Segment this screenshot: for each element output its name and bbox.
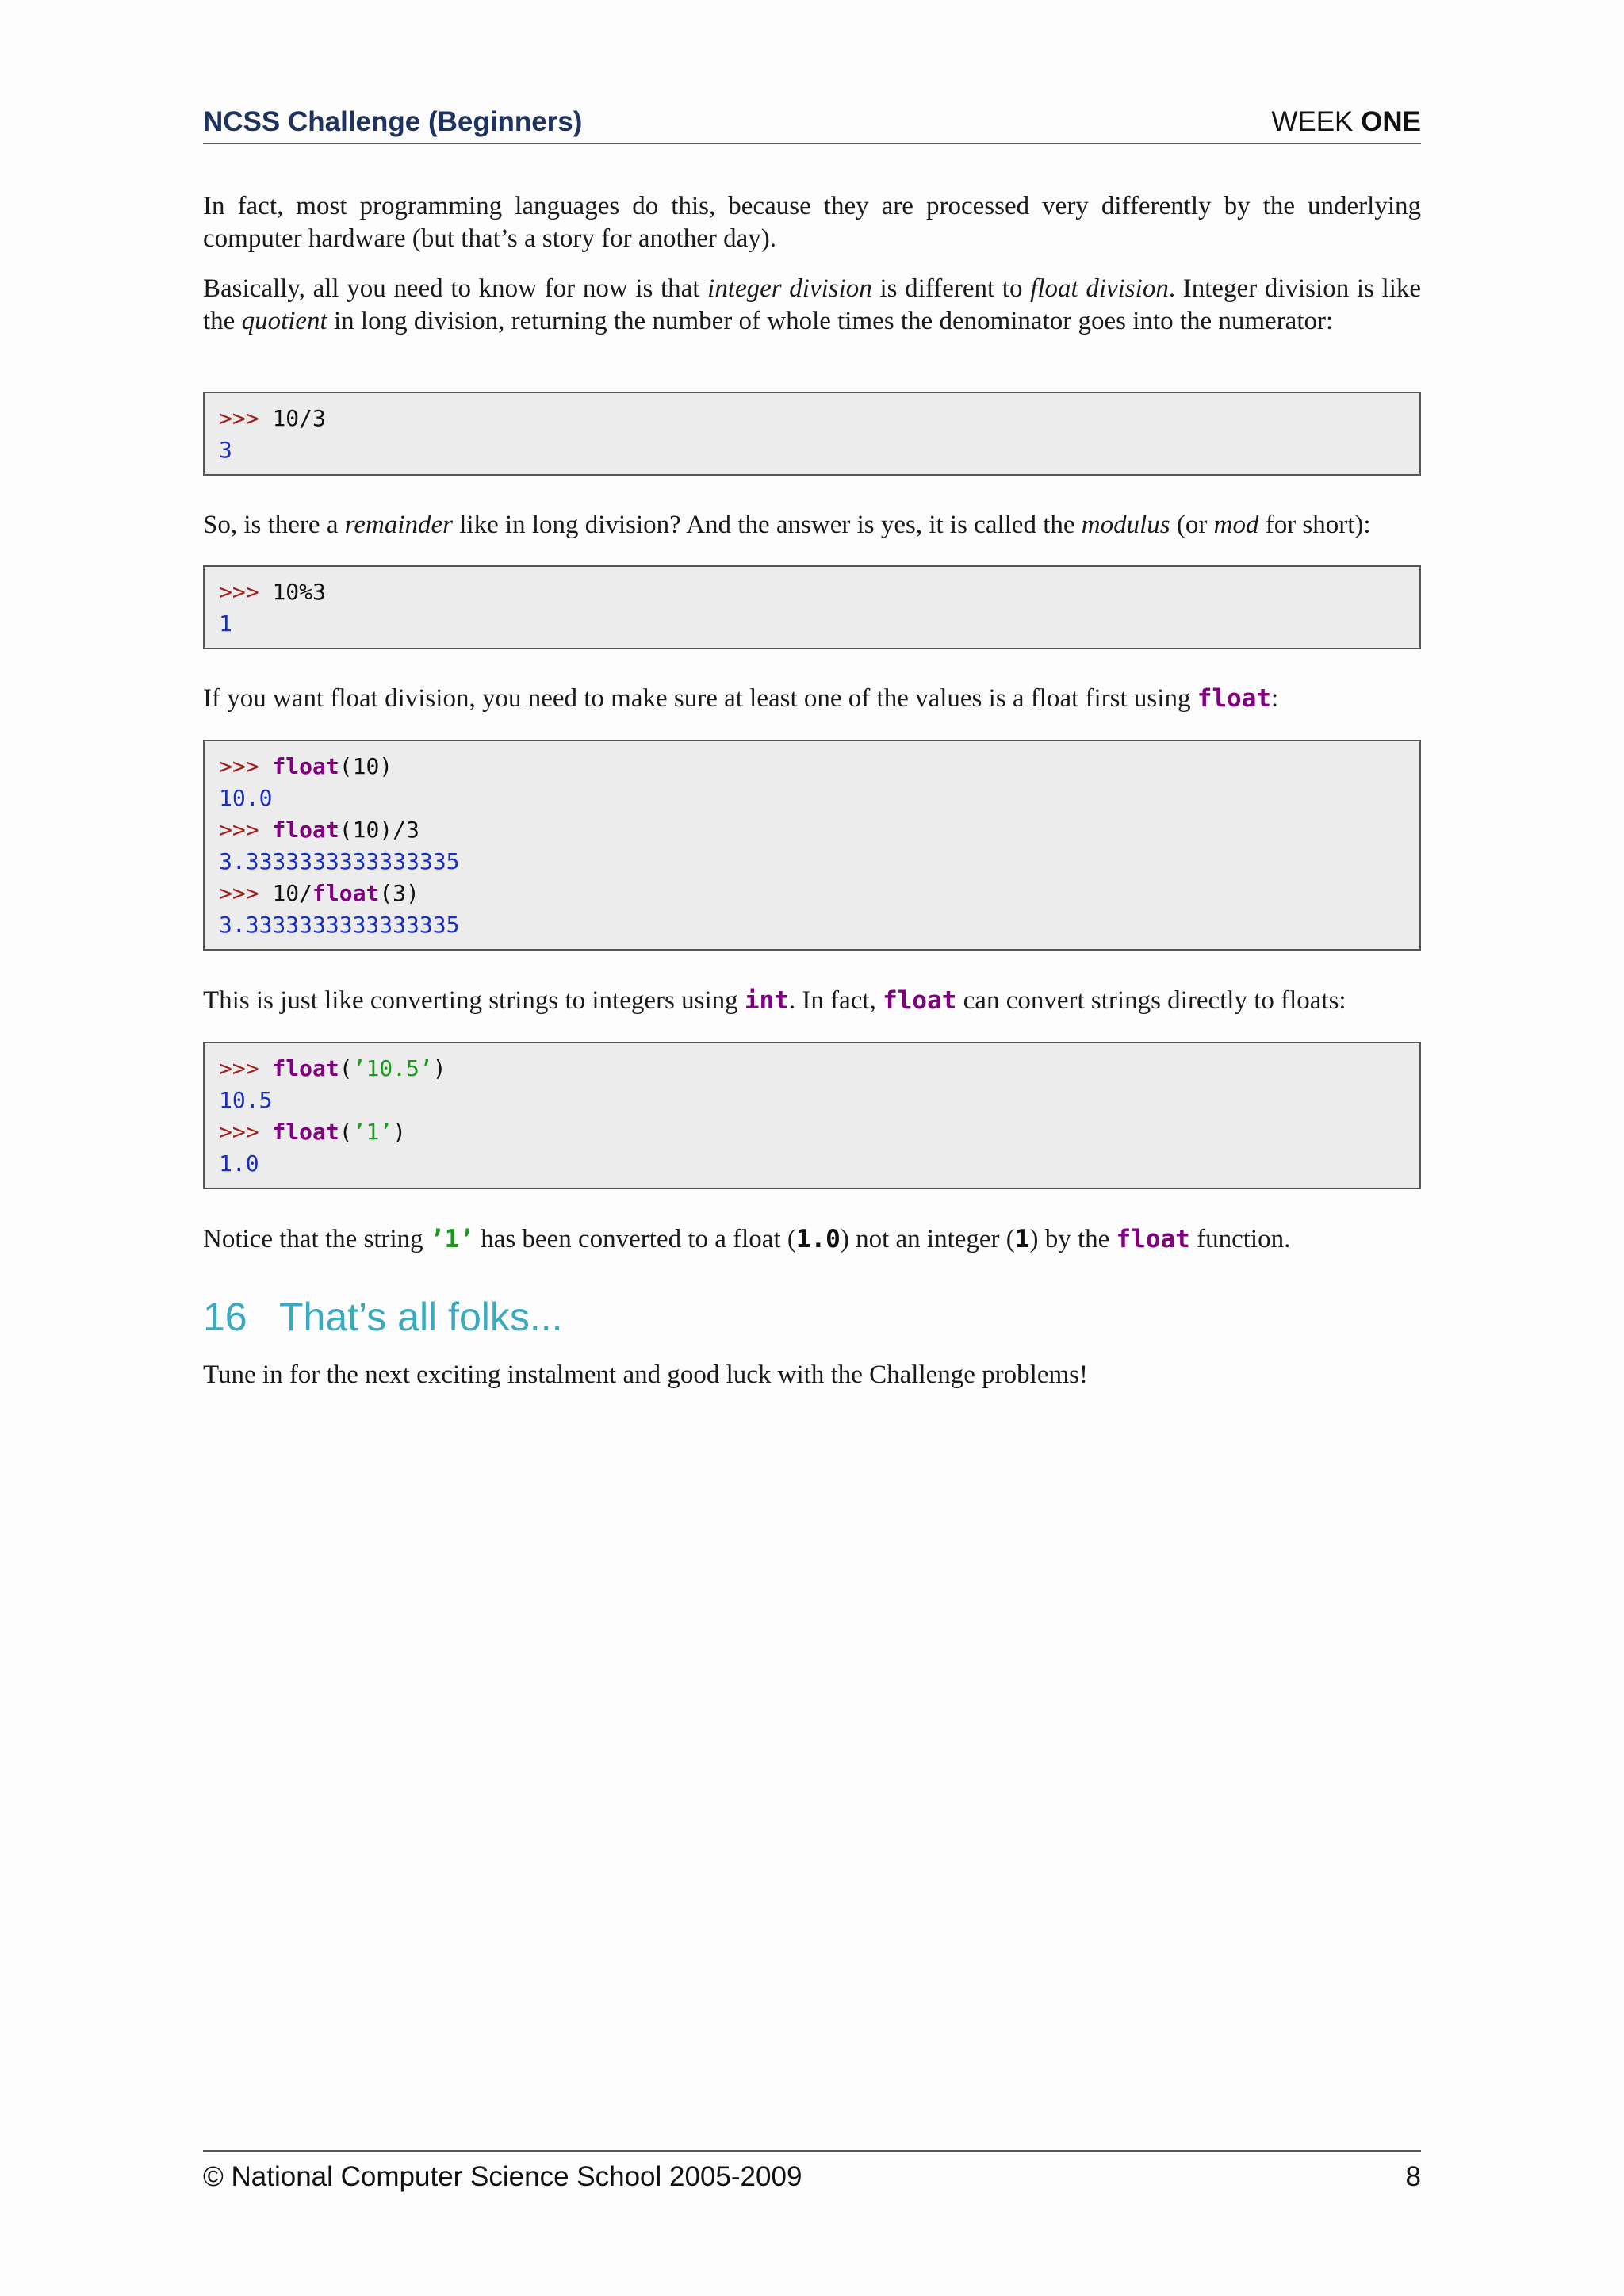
code-output: 10.5	[219, 1087, 273, 1113]
paragraph-6: Notice that the string ’1’ has been converted to a float (1.0) not an integer (1) by the float function.	[203, 1225, 1291, 1253]
copyright-text: © National Computer Science School 2005-2009	[203, 2161, 802, 2192]
code-output: 1	[219, 610, 232, 637]
paragraph-3: So, is there a remainder like in long division? And the answer is yes, it is called the modulus (or mod for short):	[203, 511, 1371, 539]
paragraph-4: If you want float division, you need to make sure at least one of the values is a float first using float:	[203, 684, 1279, 713]
paragraph-1: In fact, most programming languages do this, because they are processed very differently by the underlying computer hardware (but that’s a story for another day).	[203, 192, 1421, 253]
code-line: >>> 10/float(3)	[219, 880, 419, 906]
page-number: 8	[1405, 2161, 1421, 2192]
code-output: 10.0	[219, 785, 273, 811]
code-line: >>> 10/3	[219, 405, 326, 431]
code-block-string-to-float	[203, 1042, 1421, 1189]
code-line: >>> 10%3	[219, 579, 326, 605]
paragraph-5: This is just like converting strings to integers using int. In fact, float can convert strings directly to floats:	[203, 986, 1346, 1015]
paragraph-2: Basically, all you need to know for now is that integer division is different to float division. Integer division is like the quotient in long division, returning the number of whole times the denominator goes into the numerator:	[203, 274, 1422, 335]
section-number: 16	[203, 1295, 247, 1339]
paragraph-7: Tune in for the next exciting instalment and good luck with the Challenge problems!	[203, 1360, 1088, 1389]
code-output: 1.0	[219, 1150, 259, 1177]
code-line: >>> float(10)/3	[219, 817, 419, 843]
code-output: 3.3333333333333335	[219, 848, 460, 874]
code-line: >>> float(’10.5’)	[219, 1055, 446, 1081]
week-label: WEEK ONE	[1271, 106, 1421, 137]
code-line: >>> float(’1’)	[219, 1119, 407, 1145]
section-title-text: That’s all folks...	[279, 1295, 563, 1339]
code-block-integer-division	[203, 392, 1421, 476]
page-footer	[203, 2150, 1421, 2193]
code-line: >>> float(10)	[219, 753, 393, 779]
code-output: 3.3333333333333335	[219, 912, 460, 938]
code-block-float-division	[203, 740, 1421, 951]
code-block-modulus	[203, 565, 1421, 649]
section-heading	[203, 1294, 563, 1340]
course-title: NCSS Challenge (Beginners)	[203, 106, 583, 137]
page-header	[203, 103, 1421, 144]
code-output: 3	[219, 437, 232, 463]
